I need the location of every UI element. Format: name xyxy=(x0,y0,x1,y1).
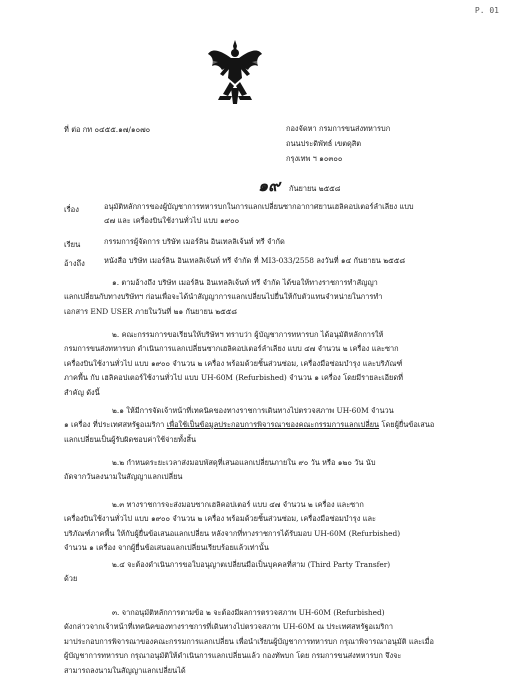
p2-line-5: สำคัญ ดังนี้ xyxy=(64,387,100,397)
i22-line-1: ๒.๒ กำหนดระยะเวลาส่งมอบพัสดุที่เสนอแลกเปลี่ยนภายใน ๙๐ วัน หรือ ๑๒๐ วัน นับ xyxy=(112,458,376,467)
i23-line-4: จำนวน ๑ เครื่อง จากผู้ยื่นข้อเสนอแลกเปลี่ยนเรียบร้อยแล้วเท่านั้น xyxy=(64,543,269,553)
paragraph-2 xyxy=(64,328,494,400)
p1-line-2: แลกเปลี่ยนกับทางบริษัทฯ ก่อนเพื่อจะได้นำสัญญาการแลกเปลี่ยนไปยื่นให้กับตัวแทนจำหน่ายในการทำ xyxy=(64,292,383,302)
paragraph-3 xyxy=(64,606,494,678)
ref-label: อ้างถึง xyxy=(64,259,85,268)
subject-label: เรื่อง xyxy=(64,205,79,214)
i21-line-2-start: ๑ เครื่อง ที่ประเทศสหรัฐอเมริกา xyxy=(64,420,167,430)
i21-line-2-underlined: เพื่อใช้เป็นข้อมูลประกอบการพิจารณาของคณะกรรมการแลกเปลี่ยน xyxy=(166,420,380,430)
p2-line-3: เครื่องบินใช้งานทั่วไป แบบ ๑๙๐๐ จำนวน ๒ เครื่อง พร้อมด้วยชิ้นส่วนซ่อม, เครื่องมือซ่อมบำรุง และบริภัณฑ์ xyxy=(64,358,403,368)
address-line-1: กองจัดหา กรมการขนส่งทหารบก xyxy=(286,124,391,133)
address-line-2: ถนนประดิพัทธ์ เขตดุสิต xyxy=(286,139,362,148)
ref-text: หนังสือ บริษัท เมอร์ลิน อินเทลลิเจ้นท์ ทรี จำกัด ที่ MI3-033/2558 ลงวันที่ ๑๔ กันยายน ๒๕๕๘ xyxy=(104,256,406,265)
date-month-year: กันยายน ๒๕๕๘ xyxy=(288,184,341,193)
address-line-3: กรุงเทพ ฯ ๑๐๓๐๐ xyxy=(286,154,343,163)
document-date xyxy=(258,176,340,195)
to-text: กรรมการผู้จัดการ บริษัท เมอร์ลิน อินเทลลิเจ้นท์ ทรี จำกัด xyxy=(104,237,285,246)
i22-line-2: ถัดจากวันลงนามในสัญญาแลกเปลี่ยน xyxy=(64,472,183,482)
item-2-3 xyxy=(64,498,494,556)
i21-line-1: ๒.๑ ให้มีการจัดเจ้าหน้าที่เทคนิคของทางราชการเดินทางไปตรวจสภาพ UH-60M จำนวน xyxy=(112,406,394,415)
p3-line-5: สามารถลงนามในสัญญาแลกเปลี่ยนได้ xyxy=(64,665,186,675)
p2-line-4: ภาคพื้น กับ เฮลิคอปเตอร์ใช้งานทั่วไป แบบ UH-60M (Refurbished) จำนวน ๑ เครื่อง โดยมีรายละเอียดที่ xyxy=(64,373,404,383)
reference-number: ที่ ต่อ กท ๐๔๕๕.๑๗/๑๐๗๐ xyxy=(64,125,151,134)
item-2-1 xyxy=(64,404,494,447)
p3-line-1: ๓. จากอนุมัติหลักการตามข้อ ๒ จะต้องมีผลการตรวจสภาพ UH-60M (Refurbished) xyxy=(112,608,385,617)
fax-page-mark: P. 01 xyxy=(474,6,499,15)
p1-line-3: เอกสาร END USER ภายในวันที่ ๒๑ กันยายน ๒๕๕๘ xyxy=(64,306,238,316)
paragraph-1 xyxy=(64,276,494,319)
subject-line-2: ๔๗ และ เครื่องบินใช้งานทั่วไป แบบ ๑๙๐๐ xyxy=(104,216,240,226)
p3-line-3: มาประกอบการพิจารณาของคณะกรรมการแลกเปลี่ยน เพื่อนำเรียนผู้บัญชาการทหารบก กรุณาพิจารณาอนุมัติ และเมื่อ xyxy=(64,636,434,646)
sender-address xyxy=(286,121,390,166)
garuda-emblem-icon xyxy=(206,38,264,108)
subject-line-1: อนุมัติหลักการของผู้บัญชาการทหารบกในการแลกเปลี่ยนซากอากาศยานเฮลิคอปเตอร์ลำเลียง แบบ xyxy=(104,202,414,211)
p3-line-2: ดังกล่าวจากเจ้าหน้าที่เทคนิคของทางราชการที่เดินทางไปตรวจสภาพ UH-60M ณ ประเทศสหรัฐอเมริกา xyxy=(64,622,393,632)
item-2-2 xyxy=(64,456,494,485)
date-day: ๑๙ xyxy=(258,176,280,195)
i23-line-1: ๒.๓ ทางราชการจะส่งมอบซากเฮลิคอปเตอร์ แบบ ๔๗ จำนวน ๒ เครื่อง และซาก xyxy=(112,500,364,509)
i24-line-1: ๒.๔ จะต้องดำเนินการขอใบอนุญาตเปลี่ยนมือเป็นบุคคลที่สาม (Third Party Transfer) xyxy=(112,560,391,569)
i24-line-2: ด้วย xyxy=(64,574,78,584)
i21-line-2-end: โดยผู้ยื่นข้อเสนอ xyxy=(379,420,435,430)
p2-line-1: ๒. คณะกรรมการขอเรียนให้บริษัทฯ ทราบว่า ผู้บัญชาการทหารบก ได้อนุมัติหลักการให้ xyxy=(112,330,384,339)
subject-text xyxy=(104,200,414,228)
p1-line-1: ๑. ตามอ้างถึง บริษัท เมอร์ลิน อินเทลลิเจ้นท์ ทรี จำกัด ได้ขอให้ทางราชการทำสัญญา xyxy=(112,278,378,287)
i23-line-3: บริภัณฑ์ภาคพื้น ให้กับผู้ยื่นข้อเสนอแลกเปลี่ยน หลังจากที่ทางราชการได้รับมอบ UH-60M (Refurbished) xyxy=(64,528,401,538)
i21-line-3: แลกเปลี่ยนเป็นผู้รับผิดชอบค่าใช้จ่ายทั้งสิ้น xyxy=(64,434,197,444)
item-2-4 xyxy=(64,558,494,587)
p3-line-4: ผู้บัญชาการทหารบก กรุณาอนุมัติให้ดำเนินการแลกเปลี่ยนแล้ว กองทัพบก โดย กรมการขนส่งทหารบก จึงจะ xyxy=(64,651,402,661)
p2-line-2: กรมการขนส่งทหารบก ดำเนินการแลกเปลี่ยนซากเฮลิคอปเตอร์ลำเลียง แบบ ๔๗ จำนวน ๒ เครื่อง และซาก xyxy=(64,344,399,354)
i21-line-2 xyxy=(64,418,494,432)
to-label: เรียน xyxy=(64,240,81,249)
i23-line-2: เครื่องบินใช้งานทั่วไป แบบ ๑๙๐๐ จำนวน ๒ เครื่อง พร้อมด้วยชิ้นส่วนซ่อม, เครื่องมือซ่อมบำรุง และ xyxy=(64,514,376,524)
